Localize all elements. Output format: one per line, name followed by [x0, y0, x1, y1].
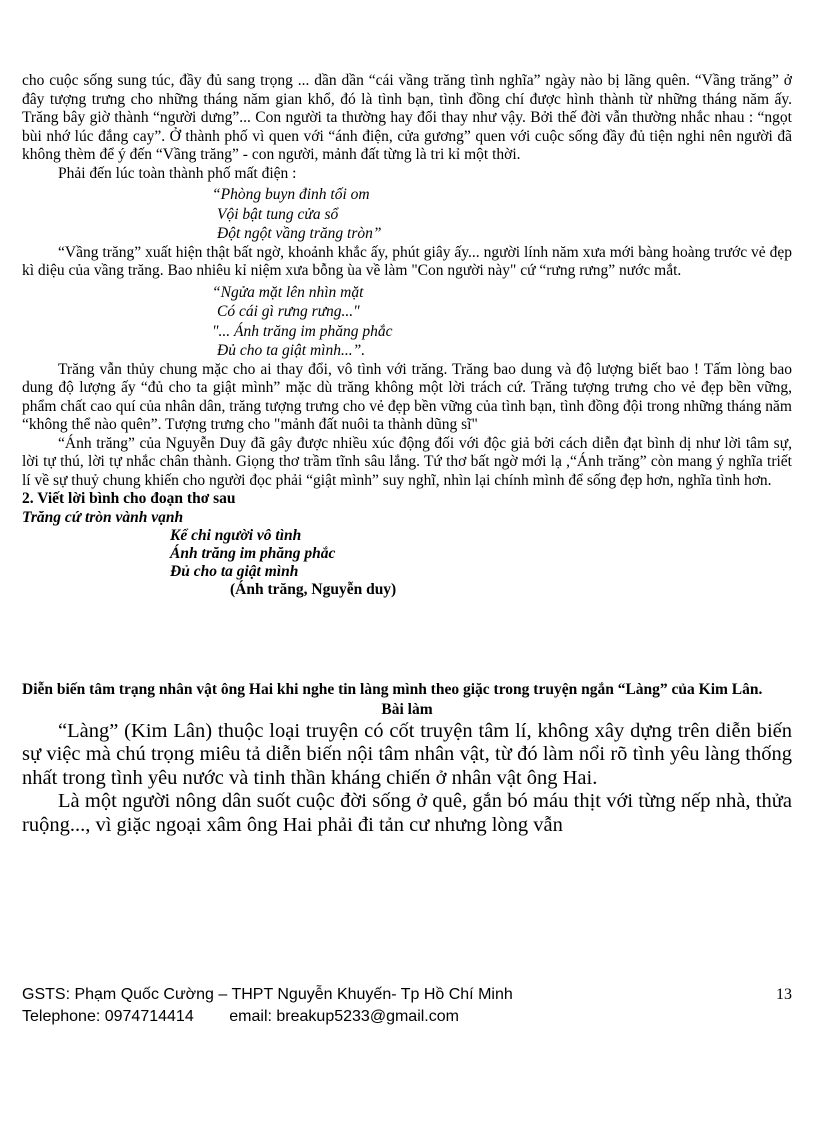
verse-line: Đủ cho ta giật mình...”. [217, 342, 366, 359]
poem-excerpt-1 [22, 185, 792, 244]
verse-line: Trăng cứ tròn vành vạnh [22, 508, 184, 526]
footer-author: GSTS: Phạm Quốc Cường – THPT Nguyễn Khuyến- Tp Hồ Chí Minh [22, 986, 513, 1003]
verse-line: Đột ngột vầng trăng tròn” [217, 225, 382, 242]
paragraph: “Vầng trăng” xuất hiện thật bất ngờ, khoảnh khắc ấy, phút giây ấy... người lính năm xưa mới bàng hoàng trước vẻ đẹp kì diệu của vầng trăng. Bao nhiêu kỉ niệm xưa bỗng ùa về làm "Con người này" cứ “rưng rưng” nước mắt. [22, 243, 792, 279]
verse-line: Đủ cho ta giật mình [170, 562, 299, 580]
paragraph: “Ánh trăng” của Nguyễn Duy đã gây được nhiều xúc động đối với độc giả bởi cách diễn đạt bình dị như lời tâm sự, lời tự thú, lời tự nhắc chân thành. Giọng thơ trầm tĩnh sâu lắng. Tứ thơ bất ngờ mới lạ ,“Ánh trăng” còn mang ý nghĩa triết lí về sự thuỷ chung khiến cho người đọc phải “giật mình” suy nghĩ, nhìn lại chính mình để sống đẹp hơn, nghĩa tình hơn. [22, 434, 792, 489]
essay-paragraph: Là một người nông dân suốt cuộc đời sống ở quê, gắn bó máu thịt với từng nếp nhà, thửa ruộng..., vì giặc ngoại xâm ông Hai phải đi tản cư nhưng lòng vẫn [22, 790, 792, 836]
verse-line: Kể chi người vô tình [170, 526, 302, 544]
essay-paragraph: “Làng” (Kim Lân) thuộc loại truyện có cốt truyện tâm lí, không xây dựng trên diễn biến sự việc mà chú trọng miêu tả diễn biến nội tâm nhân vật, từ đó làm nổi rõ tình yêu làng thống nhất trong tình yêu nước và tinh thần kháng chiến ở nhân vật ông Hai. [22, 719, 792, 789]
verse-line: Có cái gì rưng rưng..." [217, 303, 360, 320]
page-footer [22, 984, 792, 1028]
section-heading: 2. Viết lời bình cho đoạn thơ sau [22, 490, 236, 507]
page-number: 13 [776, 986, 792, 1003]
essay-subtitle: Bài làm [381, 701, 433, 718]
verse-line: Vội bật tung cửa sổ [217, 205, 339, 223]
document-page [22, 72, 792, 837]
poem-excerpt-2 [22, 283, 792, 361]
essay-title: Diễn biến tâm trạng nhân vật ông Hai khi nghe tin làng mình theo giặc trong truyện ngắn “Làng” của Kim Lân. [22, 680, 763, 698]
poem-source: (Ánh trăng, Nguyễn duy) [230, 580, 397, 598]
verse-line: "... Ánh trăng im phăng phắc [212, 322, 393, 340]
verse-line: “Phòng buyn đinh tối om [212, 186, 370, 203]
verse-line: Ánh trăng im phăng phắc [170, 544, 336, 562]
paragraph: cho cuộc sống sung túc, đầy đủ sang trọng ... dần dần “cái vầng trăng tình nghĩa” ngày nào bị lãng quên. “Vầng trăng” ở đây tượng trưng cho những tháng năm gian khổ, đó là tình bạn, tình đồng chí được hình thành từ những tháng năm ấy. Trăng bây giờ thành “người dưng”... Con người ta thường hay đổi thay như vậy. Bởi thế đời vẫn thường nhắc nhau : “ngọt bùi nhớ lúc đắng cay”. Ở thành phố vì quen với “ánh điện, cửa gương” quen với cuộc sống đầy đủ tiện nghi nên người đã không thèm để ý đến “Vầng trăng” - con người, mảnh đất từng là tri kỉ một thời. [22, 72, 792, 163]
verse-line: “Ngửa mặt lên nhìn mặt [212, 283, 364, 301]
paragraph: Trăng vẫn thủy chung mặc cho ai thay đổi, vô tình với trăng. Trăng bao dung và độ lượng biết bao ! Tấm lòng bao dung độ lượng ấy “đủ cho ta giật mình” mặc dù trăng không một lời trách cứ. Trăng tượng trưng cho vẻ đẹp bền vững, phẩm chất cao quí của nhân dân, trăng tượng trưng cho vẻ đẹp bền vững của tình bạn, tình đồng đội trong những tháng năm “không thể nào quên”. Tượng trưng cho "mảnh đất nuôi ta thành dũng sĩ" [22, 360, 792, 433]
spacer [22, 599, 792, 681]
footer-contact: Telephone: 0974714414 email: breakup5233@gmail.com [22, 1008, 459, 1025]
poem-excerpt-3 [22, 509, 792, 599]
paragraph: Phải đến lúc toàn thành phố mất điện : [58, 164, 297, 182]
